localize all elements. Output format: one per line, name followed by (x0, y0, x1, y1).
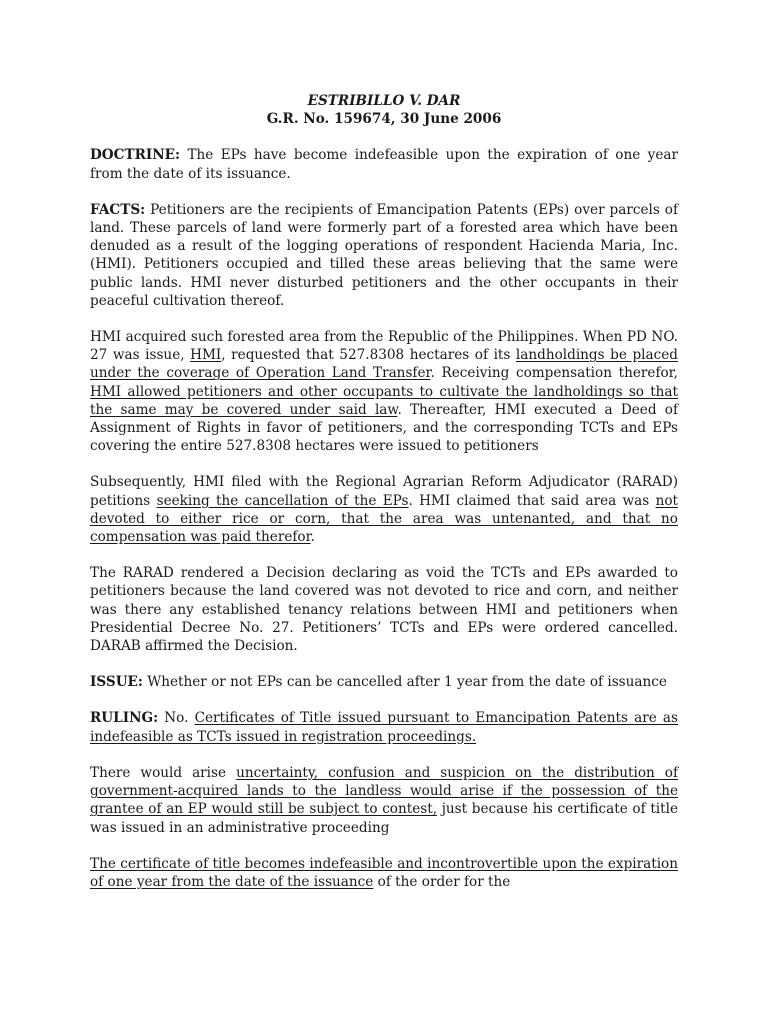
paragraph (90, 473, 678, 546)
underlined-text: not devoted to either rice or corn, that the area was untenanted, and that no compensation was paid therefor (90, 492, 678, 546)
underlined-text: uncertainty, confusion and suspicion on the distribution of government-acquired lands to the landless would arise if the possession of the grantee of an EP would still be subject to contest, (90, 764, 678, 818)
body-text: . HMI claimed that said area was (408, 492, 656, 509)
underlined-text: HMI allowed petitioners and other occupants to cultivate the landholdings so that the same may be covered under said law (90, 383, 678, 418)
underlined-text: HMI (190, 347, 222, 364)
section-label: DOCTRINE: (90, 147, 181, 164)
underlined-text: landholdings be placed under the coverage of Operation Land Transfer (90, 347, 678, 382)
body-text: No. (158, 710, 195, 727)
body-text: Petitioners are the recipients of Emancipation Patents (EPs) over parcels of land. These parcels of land were formerly part of a forested area which have been denuded as a result of the logging operations of respondent Hacienda Maria, Inc. (HMI). Petitioners occupied and tilled these areas believing that the same were public lands. HMI never disturbed petitioners and the other occupants in their peaceful cultivation thereof. (90, 201, 678, 309)
body-text: . Receiving compensation therefor, (430, 365, 678, 382)
body-text: . Thereafter, HMI executed a Deed of Assignment of Rights in favor of petitioners, and the corresponding TCTs and EPs covering the entire 527.8308 hectares were issued to petitioners (90, 401, 678, 455)
paragraph (90, 201, 678, 310)
paragraph (90, 673, 678, 691)
section-label: FACTS: (90, 201, 146, 218)
section-label: ISSUE: (90, 674, 143, 691)
paragraph (90, 564, 678, 655)
underlined-text: Certificates of Title issued pursuant to Emancipation Patents are as indefeasible as TCTs issued in registration proceedings. (90, 710, 678, 745)
paragraph (90, 328, 678, 455)
underlined-text: The certificate of title becomes indefeasible and incontrovertible upon the expiration of one year from the date of the issuance (90, 855, 678, 890)
case-title: ESTRIBILLO V. DAR (307, 93, 461, 109)
body-text: Subsequently, HMI filed with the Regional Agrarian Reform Adjudicator (RARAD) petitions (90, 474, 678, 509)
body-text: of the order for the (373, 873, 511, 890)
section-label: RULING: (90, 710, 159, 727)
body-text: HMI acquired such forested area from the Republic of the Philippines. When PD NO. 27 was issue, (90, 329, 678, 364)
paragraph (90, 855, 678, 891)
paragraph (90, 709, 678, 745)
digest-body (90, 146, 678, 891)
body-text: , requested that 527.8308 hectares of its (221, 347, 516, 364)
paragraph (90, 764, 678, 837)
case-digest (90, 92, 678, 909)
body-text: There would arise (90, 764, 237, 781)
body-text: The RARAD rendered a Decision declaring as void the TCTs and EPs awarded to petitioners because the land covered was not devoted to rice and corn, and neither was there any established tenancy relations between HMI and petitioners when Presidential Decree No. 27. Petitioners’ TCTs and EPs were ordered cancelled. DARAB affirmed the Decision. (90, 565, 678, 655)
body-text: Whether or not EPs can be cancelled after 1 year from the date of issuance (142, 674, 667, 691)
body-text: The EPs have become indefeasible upon the expiration of one year from the date of its issuance. (90, 147, 678, 182)
body-text: . (310, 529, 315, 546)
paragraph (90, 146, 678, 182)
body-text: just because his certificate of title was issued in an administrative proceeding (90, 801, 678, 836)
case-citation: G.R. No. 159674, 30 June 2006 (266, 111, 502, 128)
underlined-text: seeking the cancellation of the EPs (156, 492, 409, 509)
